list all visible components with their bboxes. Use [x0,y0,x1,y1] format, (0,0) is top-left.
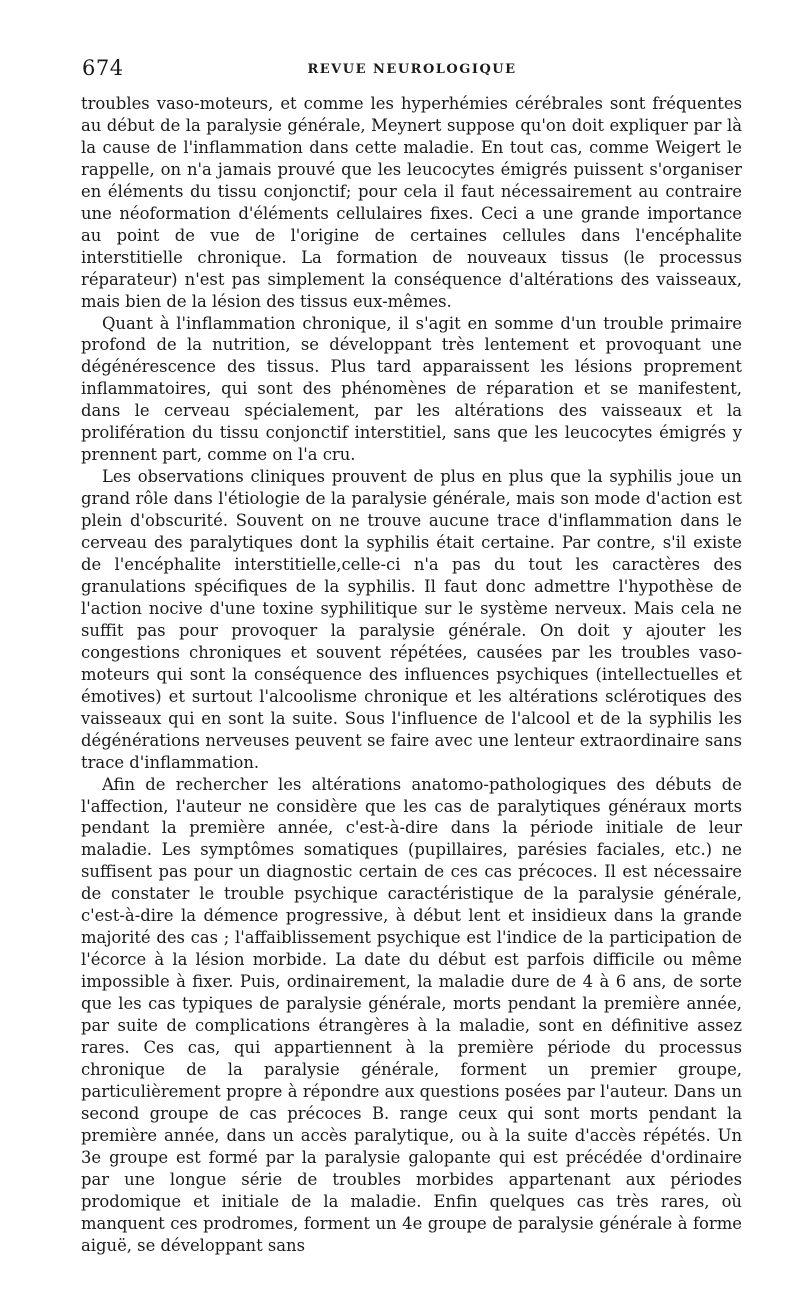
running-head [82,56,742,84]
page-number: 674 [82,56,124,80]
paragraph-continued: troubles vaso-moteurs, et comme les hyperhémies cérébrales sont fréquentes au début de la paralysie générale, Meynert suppose qu'on doit expliquer par là la cause de l'inflammation dans cette maladie. En tout cas, comme Weigert le rappelle, on n'a jamais prouvé que les leucocytes émigrés puissent s'organiser en éléments du tissu conjonctif; pour cela il faut nécessairement au contraire une néoformation d'éléments cellulaires fixes. Ceci a une grande importance au point de vue de l'origine de certaines cellules dans l'encéphalite interstitielle chronique. La formation de nouveaux tissus (le processus réparateur) n'est pas simplement la conséquence d'altérations des vaisseaux, mais bien de la lésion des tissus eux-mêmes. [81,94,742,311]
paragraph-chronic-inflammation: Quant à l'inflammation chronique, il s'agit en somme d'un trouble primaire profond de la nutrition, se développant très lentement et provoquant une dégénérescence des tissus. Plus tard apparaissent les lésions proprement inflammatoires, qui sont des phénomènes de réparation et se manifestent, dans le cerveau spécialement, par les altérations des vaisseaux et la prolifération du tissu conjonctif interstitiel, sans que les leucocytes émigrés y prennent part, comme on l'a cru. [81,313,742,465]
body-text [81,93,742,1257]
paragraph-early-alterations: Afin de rechercher les altérations anatomo-pathologiques des débuts de l'affection, l'auteur ne considère que les cas de paralytiques généraux morts pendant la première année, c'est-à-dire dans la période initiale de leur maladie. Les symptômes somatiques (pupillaires, parésies faciales, etc.) ne suffisent pas pour un diagnostic certain de ces cas précoces. Il est nécessaire de constater le trouble psychique caractéristique de la paralysie générale, c'est-à-dire la démence progressive, à début lent et insidieux dans la grande majorité des cas ; l'affaiblissement psychique est l'indice de la participation de l'écorce à la lésion morbide. La date du début est parfois difficile ou même impossible à fixer. Puis, ordinairement, la maladie dure de 4 à 6 ans, de sorte que les cas typiques de paralysie générale, morts pendant la première année, par suite de complications étrangères à la maladie, sont en définitive assez rares. Ces cas, qui appartiennent à la première période du processus chronique de la paralysie générale, forment un premier groupe, particulièrement propre à répondre aux questions posées par l'auteur. Dans un second groupe de cas précoces B. range ceux qui sont morts pendant la première année, dans un accès paralytique, ou à la suite d'accès répétés. Un 3e groupe est formé par la paralysie galopante qui est précédée d'ordinaire par une longue série de troubles morbides appartenant aux périodes prodomique et initiale de la maladie. Enfin quelques cas très rares, où manquent ces prodromes, forment un 4e groupe de paralysie générale à forme aiguë, se développant sans [81,774,742,1255]
paragraph-clinical-observations: Les observations cliniques prouvent de plus en plus que la syphilis joue un grand rôle dans l'étiologie de la paralysie générale, mais son mode d'action est plein d'obscurité. Souvent on ne trouve aucune trace d'inflammation dans le cerveau des paralytiques dont la syphilis était certaine. Par contre, s'il existe de l'encéphalite interstitielle,celle-ci n'a pas du tout les caractères des granulations spécifiques de la syphilis. Il faut donc admettre l'hypothèse de l'action nocive d'une toxine syphilitique sur le système nerveux. Mais cela ne suffit pas pour provoquer la paralysie générale. On doit y ajouter les congestions chroniques et souvent répétées, causées par les troubles vaso-moteurs qui sont la conséquence des influences psychiques (intellectuelles et émotives) et surtout l'alcoolisme chronique et les altérations sclérotiques des vaisseaux qui en sont la suite. Sous l'influence de l'alcool et de la syphilis les dégénérations nerveuses peuvent se faire avec une lenteur extraordinaire sans trace d'inflammation. [81,467,742,772]
journal-title: REVUE NEUROLOGIQUE [307,62,517,77]
